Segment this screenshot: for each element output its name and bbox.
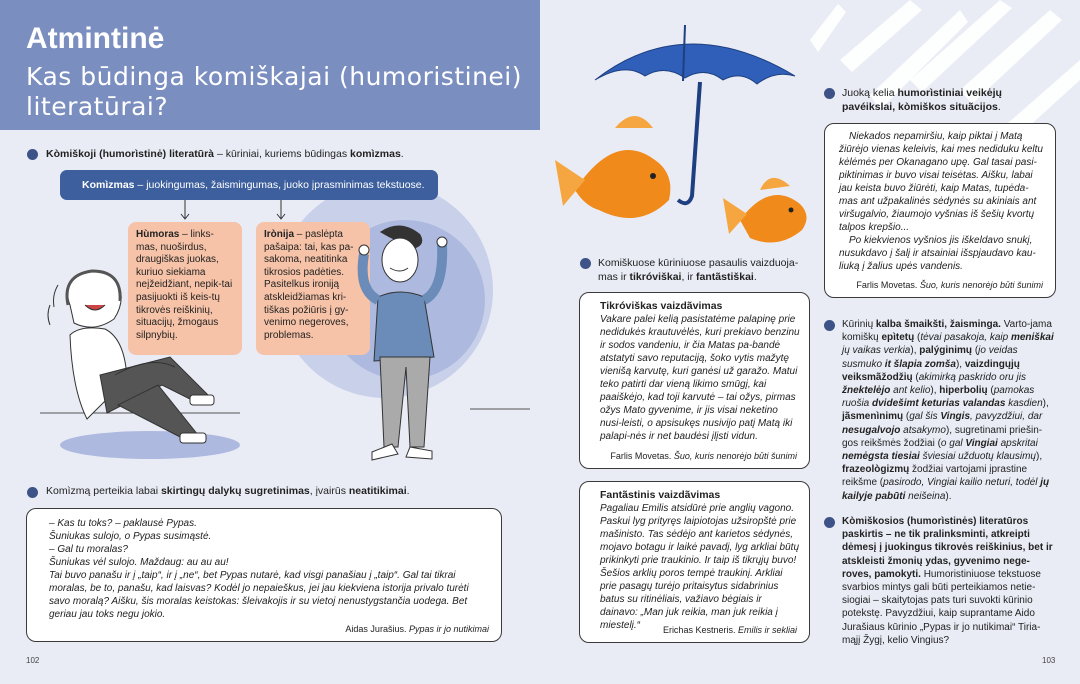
komizmas-term: Komìzmas xyxy=(82,179,135,191)
vaizdavimas-paragraph xyxy=(598,257,810,284)
pypas-quote xyxy=(49,517,491,621)
page-number-left: 102 xyxy=(26,656,40,665)
mid-bold-b: tikróviškai xyxy=(629,270,682,283)
p1-text-a: Juoką kelia xyxy=(842,87,898,99)
quote-book: Pypas ir jo nutikimai xyxy=(408,624,489,634)
fantastinis-quote: Pagaliau Emilis atsidūrė prie anglių vagono. Paskui lyg prityręs laipiotojas užsiropštė prie mašinisto. Tas sėdėjo ant karietos sėdynės, mojavo botagu ir laikė pavadį, lyg arkliai būtų prikinkyti prie traukinio. Ir taip iš tikrųjų buvo! Šešios arklių poros tempė traukinį. Arkliai prie pasagų turėjo pritaisytus sidabrinius batus su ritinėliais, važiavo bėgiais ir dainavo: „Man juk reikia, man juk reikia į miestelį.“ xyxy=(600,503,799,631)
humoras-term: Hùmoras xyxy=(136,229,180,240)
humoras-def: – links-mas, nuoširdus, draugiškas juokas, kuriuo siekiama neįžeidžiant, nepik-tai pasijuokti iš keis-tų tikrovės reiškinių, situacijų, žmogaus silpnybių. xyxy=(136,229,233,341)
ironija-def: – paslėpta pašaipa: tai, kas pa-sakoma, neatitinka tikrosios padėties. Pasitelkus ironiją atskleidžiamas kri-tiškas požiūris į gy-venimo negeroves, problemas. xyxy=(264,229,354,341)
box3-author: Farlis Movetas. xyxy=(856,280,918,290)
page-header xyxy=(0,0,540,130)
ironija-term: Irònija xyxy=(264,229,295,240)
laughing-girl-illustration xyxy=(40,265,240,470)
box3-book: Šuo, kuris nenorėjo būti šunimi xyxy=(919,280,1043,290)
fantastinis-heading: Fantãstinis vaizdãvimas xyxy=(600,489,721,501)
quote-line: Tai buvo panašu ir į „taip“, ir į „ne“, bet Pypas nutarė, kad visgi panašiau į „taip“. Gal tai tikrai moralas, be to, panašu, kad laisvas? Kodėl jo nepaieškus, jei jau kiekviena istorija privalo turėti savo moralą? Aišku, šis moralas keistokas: šleivakojis ir su vietoj nenustygstančia uodega. Bet geriau jau toks negu jokio. xyxy=(49,570,469,620)
box2-book: Emilis ir sekliai xyxy=(737,625,797,635)
fantastinis-box xyxy=(579,481,810,643)
quote-line: – Kas tu toks? – paklausė Pypas. xyxy=(49,518,197,529)
p1-text-c: . xyxy=(997,100,1001,113)
tikroviskas-box xyxy=(579,292,810,469)
para2-text-e: . xyxy=(406,485,410,497)
mid-text-a: Komiškuose kūriniuose pasaulis vaizduoja-mas ir xyxy=(598,257,799,283)
term-komizmas: komìzmas xyxy=(350,148,401,160)
tikroviskas-quote: Vakare palei kelią pasistatėme palapinę prie nedidukės krautuvėlės, kuri prekiavo benzinu ir sodos vandeniu, ir čia Matas pa-bandė atstatyti savo reputaciją, šoko vytis mažytę vienišą karvutę, kuri ganėsi už garažo. Matui teko patirti dar vieną likimo smūgį, kai paaiškėjo, kad toji karvutė – tai ožys, pirmas ožys Mato gyvenime, ir jis visai neketino nusi-leisti, o apsisukęs nusivijo patį Matą iki palapi-nės ir net baudėsi įlįsti vidun. xyxy=(600,314,800,442)
quote-line: Šuniukas sulojo, o Pypas susimąstė. xyxy=(49,531,212,542)
vysnios-quote-p2: Po kiekvienos vyšnios jis iškeldavo snukį, nusukdavo į šalį ir atsainiai išspjaudavo kau-liuką į žalius upės vandenis. xyxy=(839,235,1036,272)
para2-bold-d: neatitikimai xyxy=(348,485,407,497)
quote-source xyxy=(345,624,489,634)
komizmas-definition-banner xyxy=(60,170,438,200)
tikroviskas-heading: Tikróviškas vaizdãvimas xyxy=(600,300,723,312)
p1-bold-b: humorìstiniai veikėjų pavéikslai, kòmiškos situãcijos xyxy=(842,87,1002,113)
para2-text-c: , įvairūs xyxy=(309,485,349,497)
paskirtis-bold: Kòmiškosios (humorìstinės) literatūros paskirtis – ne tik pralinksminti, atkreipti dėmesį į juokingus tikrovės reiškinius, bet ir atskleisti žmonių ydas, gyvenimo nege-roves, pamokyti. xyxy=(842,516,1053,580)
vysnios-content xyxy=(839,130,1047,273)
box2-author: Erichas Kestneris. xyxy=(662,625,736,635)
quote-author: Aidas Jurašius. xyxy=(345,624,407,634)
vysnios-quote-box xyxy=(824,123,1056,298)
mid-text-e: . xyxy=(753,270,757,283)
bullet-dot xyxy=(580,258,591,269)
term-komiskoji-literatura: Kòmiškoji (humorìstinė) literatūrà xyxy=(46,148,215,160)
decorative-streaks xyxy=(800,0,1080,140)
para2-bold-b: skirtingų dalykų sugretinimas xyxy=(160,485,310,497)
ironic-boy-illustration xyxy=(350,222,470,477)
box1-author: Farlis Movetas. xyxy=(610,451,672,461)
quote-line: Šuniukas vėl sulojo. Maždaug: au au au! xyxy=(49,557,229,568)
veikeju-paragraph xyxy=(842,87,1057,114)
komizmas-perteikia-paragraph xyxy=(46,485,516,499)
box3-source xyxy=(856,280,1043,290)
page-title: Atmintinė xyxy=(26,22,165,55)
bullet-dot xyxy=(824,320,835,331)
bullet-dot xyxy=(824,517,835,528)
arrows xyxy=(180,198,300,224)
bullet-dot xyxy=(27,487,38,498)
komizmas-def: – juokingumas, žaismingumas, juoko įprasminimas tekstuose. xyxy=(134,179,425,191)
paskirtis-text: Humoristiniuose tekstuose svarbios mintys gali būti perteikiamos netie-siogiai – skaitytojas pats turi suvokti kūrinio potekstę. Pavyzdžiui, kaip suprantame Aido Jurašiaus kūrinio „Pypas ir jo nutikimai“ Tiria-mąjį Žygį, kelio Vingius? xyxy=(842,568,1041,646)
mid-bold-d: fantãstiškai xyxy=(696,270,754,283)
paskirtis-paragraph xyxy=(842,515,1057,647)
page-number-right: 103 xyxy=(1042,656,1056,665)
box1-source xyxy=(610,451,797,461)
page-subtitle: Kas būdinga komiškajai (humoristinei) literatūrai? xyxy=(26,62,522,121)
umbrella-goldfish-illustration xyxy=(555,20,825,250)
intro-text: – kūriniai, kuriems būdingas xyxy=(214,148,351,160)
bullet-dot xyxy=(27,149,38,160)
box2-source xyxy=(663,625,797,635)
para2-text-a: Komìzmą perteikia labai xyxy=(46,485,161,497)
ground-line xyxy=(470,407,530,411)
bullet-dot xyxy=(824,88,835,99)
vysnios-quote-p1: Niekados nepamiršiu, kaip piktai į Matą žiūrėjo vienas keleivis, kai mes nediduku keltu kėlėmės per Okanagano upę. Gal tasai pasi-piktinimas ir buvo visai teisėtas. Aišku, labai jau keista buvo žiūrėti, kaip Matas, tupėda-mas ant užpakalinės sėdynės su akiniais ant viršugalvio, žiaumojo vyšnias iš šešių kvortų talpos krepšio... xyxy=(839,131,1043,233)
fantastinis-content xyxy=(600,489,800,632)
intro-paragraph: Kòmiškoji (humorìstinė) literatūrà – kūriniai, kuriems būdingas komìzmas. xyxy=(46,148,404,160)
tikroviskas-content xyxy=(600,300,800,443)
box1-book: Šuo, kuris nenorėjo būti šunimi xyxy=(673,451,797,461)
pypas-quote-box xyxy=(26,508,502,642)
kalba-paragraph: Kūrinių kalba šmaikšti, žaisminga. Varto-jama komiškų epìtetų (tėvai pasakoja, kaip meniškai jų vaikas verkia), palýginimų (jo veidas susmuko it šlapia zomša), vaizdingųjų veiksmãžodžių (akimirką paskrido oru jis žnektelėjo ant kelio), hiperbolių (pamokas ruošia dvidešimt keturias valandas kasdien), jãsmenìnimų (gal šis Vingis, pavyzdžiui, dar nesugalvojo atsakymo), sugretinami priešin-gos reikšmės žodžiai (o gal Vingiai apskritai nemėgsta tiesiai šviesiai užduotų klausimų), frazeològizmų žodžiai vartojami įprastine reikšme (pasirodo, Vingiai kailio neturi, todėl jų kailyje pabūti neišeina). xyxy=(842,319,1054,502)
mid-text-c: , ir xyxy=(681,270,697,283)
quote-line: – Gal tu moralas? xyxy=(49,544,128,555)
